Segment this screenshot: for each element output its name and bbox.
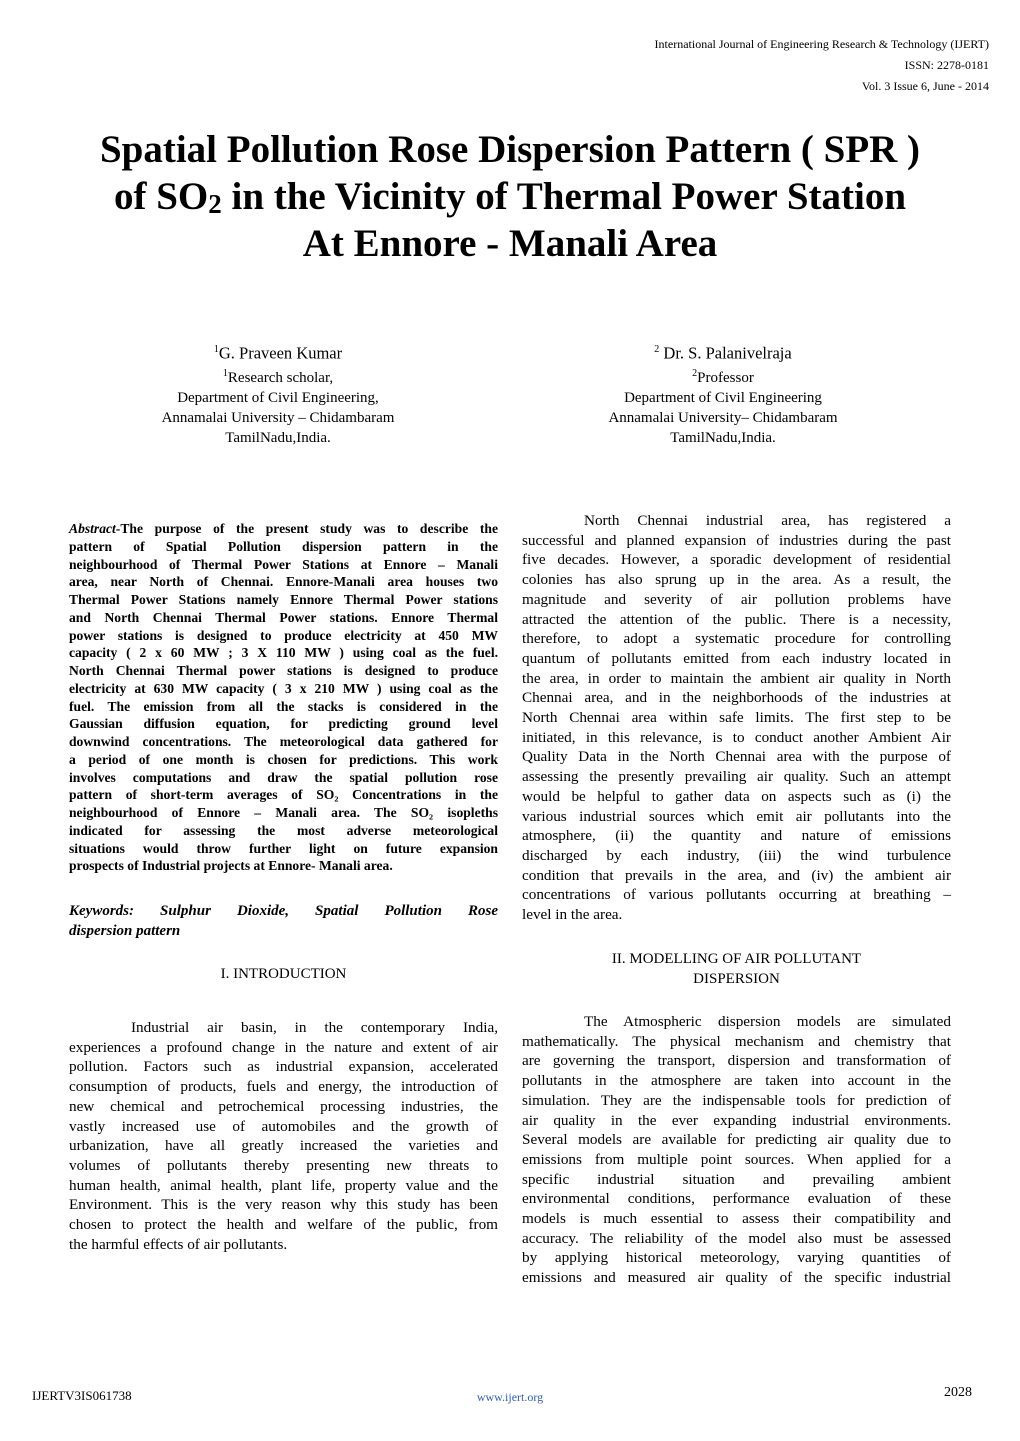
journal-name: International Journal of Engineering Research & Technology (IJERT) bbox=[654, 37, 989, 51]
text-line: pollutants in the atmosphere are taken into account in the bbox=[522, 1072, 951, 1090]
abstract-line bbox=[69, 591, 498, 609]
author-department: Department of Civil Engineering bbox=[624, 389, 822, 406]
title-line: At Ennore - Manali Area bbox=[302, 222, 718, 265]
abstract-text: neighbourhood of Ennore – Manali area. The SO₂ isopleths bbox=[69, 805, 498, 820]
abstract-text: power stations is designed to produce electricity at 450 MW bbox=[69, 627, 498, 643]
section-heading-introduction: I. INTRODUCTION bbox=[220, 966, 347, 982]
keywords-line: Keywords: Sulphur Dioxide, Spatial Pollution Rose bbox=[69, 903, 498, 919]
text-line: five decades. However, a sporadic development of residential bbox=[522, 551, 951, 569]
heading-line: DISPERSION bbox=[693, 971, 780, 987]
abstract-text: neighbourhood of Thermal Power Stations at Ennore – Manali bbox=[69, 556, 498, 572]
abstract-text: pattern of Spatial Pollution dispersion pattern in the bbox=[69, 538, 498, 554]
abstract-line bbox=[69, 520, 498, 538]
text-line: North Chennai industrial area, has registered a bbox=[584, 512, 951, 529]
author-location: TamilNadu,India. bbox=[225, 429, 331, 446]
abstract-text: downwind concentrations. The meteorological data gathered for bbox=[69, 734, 498, 749]
keywords-line: dispersion pattern bbox=[69, 923, 181, 939]
text-line: emissions and measured air quality of the specific industrial bbox=[522, 1269, 951, 1287]
title-text: of SO bbox=[113, 175, 209, 218]
abstract-text: Gaussian diffusion equation, for predicting ground level bbox=[69, 716, 498, 732]
text-line: emissions from multiple point sources. When applied for a bbox=[522, 1150, 951, 1168]
volume-issue: Vol. 3 Issue 6, June - 2014 bbox=[861, 79, 989, 93]
text-line: initiated, in this relevance, is to conduct another Ambient Air bbox=[522, 728, 951, 746]
abstract-text: indicated for assessing the most adverse meteorological bbox=[69, 822, 498, 838]
title-line: Spatial Pollution Rose Dispersion Pattern ( SPR ) bbox=[99, 128, 921, 171]
author-name bbox=[68, 340, 488, 364]
abstract-text: and North Chennai Thermal Power stations. Ennore Thermal bbox=[69, 609, 498, 625]
abstract-line bbox=[69, 538, 498, 556]
affiliation-mark: 1 bbox=[213, 344, 219, 355]
text-line: level in the area. bbox=[522, 906, 623, 924]
text-line: specific industrial situation and prevailing ambient bbox=[522, 1170, 951, 1188]
abstract-line bbox=[69, 822, 498, 840]
abstract-text: electricity at 630 MW capacity ( 3 x 210 MW ) using coal as the bbox=[69, 680, 498, 696]
text-line: therefore, to adopt a systematic procedure for controlling bbox=[522, 630, 951, 648]
text-line: The Atmospheric dispersion models are simulated bbox=[584, 1013, 951, 1030]
text-line: simulation. They are the indispensable tools for prediction of bbox=[522, 1091, 951, 1109]
abstract-line bbox=[69, 715, 498, 733]
text-line: by applying historical meteorology, varying quantities of bbox=[522, 1249, 951, 1267]
abstract-label: Abstract- bbox=[69, 521, 121, 536]
abstract-line bbox=[69, 804, 498, 822]
abstract-line bbox=[69, 733, 498, 751]
text-line: environmental conditions, performance evaluation of these bbox=[522, 1190, 951, 1208]
abstract-text: fuel. The emission from all the stacks is considered in the bbox=[69, 698, 498, 714]
paper-id: IJERTV3IS061738 bbox=[32, 1388, 132, 1403]
abstract-text: prospects of Industrial projects at Ennore- Manali area. bbox=[69, 858, 393, 874]
abstract-line bbox=[69, 751, 498, 769]
footer-center bbox=[0, 1390, 1020, 1405]
abstract-line bbox=[69, 627, 498, 645]
author-role-text: Professor bbox=[697, 369, 754, 386]
text-line: experiences a profound change in the nature and extent of air bbox=[69, 1038, 498, 1056]
author-university: Annamalai University– Chidambaram bbox=[608, 409, 838, 426]
running-header bbox=[655, 34, 989, 97]
author-university: Annamalai University – Chidambaram bbox=[161, 409, 395, 426]
abstract-line bbox=[69, 857, 498, 875]
text-line: assessing the presently prevailing air quality. Such an attempt bbox=[522, 768, 951, 786]
affiliation-mark: 2 bbox=[692, 367, 698, 379]
text-line: pollution. Factors such as industrial expansion, accelerated bbox=[69, 1058, 498, 1076]
section-heading-modelling bbox=[522, 949, 951, 989]
text-line: attracted the attention of the public. There is a necessity, bbox=[522, 610, 951, 628]
heading-line: II. MODELLING OF AIR POLLUTANT bbox=[611, 951, 862, 967]
title-line bbox=[0, 173, 1020, 220]
intro-continued-paragraph bbox=[522, 511, 951, 925]
author-role bbox=[513, 364, 933, 388]
subscript: 2 bbox=[208, 189, 222, 219]
text-line: colonies has also sprung up in the area. As a result, the bbox=[522, 571, 951, 589]
abstract-line bbox=[69, 662, 498, 680]
abstract-text: area, near North of Chennai. Ennore-Manali area houses two bbox=[69, 574, 498, 590]
abstract-text: a period of one month is chosen for predictions. This work bbox=[69, 751, 498, 767]
text-line: Industrial air basin, in the contemporary India, bbox=[131, 1019, 498, 1036]
abstract-line bbox=[69, 556, 498, 574]
text-line: urbanization, have all greatly increased the varieties and bbox=[69, 1137, 498, 1155]
text-line: new chemical and petrochemical processing industries, the bbox=[69, 1097, 498, 1115]
introduction-paragraph bbox=[69, 1018, 498, 1254]
author-department: Department of Civil Engineering, bbox=[177, 389, 379, 406]
abstract-line bbox=[69, 609, 498, 627]
abstract-line bbox=[69, 769, 498, 787]
abstract-text: North Chennai Thermal power stations is designed to produce bbox=[69, 663, 498, 678]
abstract-line bbox=[69, 680, 498, 698]
text-line: models is much essential to assess their compatibility and bbox=[522, 1210, 951, 1228]
text-line: human health, animal health, plant life, property value and the bbox=[69, 1176, 498, 1194]
author-name-text: Dr. S. Palanivelraja bbox=[659, 343, 792, 363]
text-line: Quality Data in the North Chennai area with the purpose of bbox=[522, 748, 951, 766]
text-line: vastly increased use of automobiles and the growth of bbox=[69, 1117, 498, 1135]
abstract-line bbox=[69, 573, 498, 591]
abstract-line bbox=[69, 698, 498, 716]
author-role-text: Research scholar, bbox=[227, 369, 334, 386]
title-text: in the Vicinity of Thermal Power Station bbox=[221, 175, 907, 218]
text-line: North Chennai area within safe limits. The first step to be bbox=[522, 709, 951, 727]
author-role bbox=[68, 364, 488, 388]
text-line: successful and planned expansion of industries during the past bbox=[522, 531, 951, 549]
affiliation-mark: 2 bbox=[654, 344, 660, 355]
text-line: accuracy. The reliability of the model also must be assessed bbox=[522, 1229, 951, 1247]
author-1 bbox=[68, 340, 488, 448]
affiliation-mark: 1 bbox=[222, 367, 228, 379]
text-line: Chennai area, and in the neighborhoods of the industries at bbox=[522, 689, 951, 707]
text-line: consumption of products, fuels and energy, the introduction of bbox=[69, 1078, 498, 1096]
author-name-text: G. Praveen Kumar bbox=[218, 343, 343, 363]
abstract-text: situations would throw further light on future expansion bbox=[69, 840, 498, 856]
page-number: 2028 bbox=[944, 1385, 972, 1400]
website-link[interactable]: www.ijert.org bbox=[476, 1390, 544, 1404]
text-line: discharged by each industry, (iii) the wind turbulence bbox=[522, 846, 951, 864]
abstract-line bbox=[69, 644, 498, 662]
author-name bbox=[513, 340, 933, 364]
abstract-text: Thermal Power Stations namely Ennore Thermal Power stations bbox=[69, 592, 498, 607]
text-line: mathematically. The physical mechanism and chemistry that bbox=[522, 1032, 951, 1050]
text-line: various industrial sources which emit air pollutants into the bbox=[522, 807, 951, 825]
text-line: air quality in the ever expanding industrial environments. bbox=[522, 1111, 951, 1129]
abstract-text: The purpose of the present study was to describe the bbox=[120, 521, 498, 536]
author-2 bbox=[513, 340, 933, 448]
abstract-text: involves computations and draw the spatial pollution rose bbox=[69, 769, 498, 785]
paper-title bbox=[0, 126, 1020, 267]
text-line: the area, in order to maintain the ambient air quality in North bbox=[522, 669, 951, 687]
text-line: atmosphere, (ii) the quantity and nature of emissions bbox=[522, 827, 951, 845]
text-line: would be helpful to gather data on aspects such as (i) the bbox=[522, 787, 951, 805]
text-line: chosen to protect the health and welfare of the public, from bbox=[69, 1216, 498, 1234]
text-line: condition that prevails in the area, and (iv) the ambient air bbox=[522, 866, 951, 884]
abstract-text: capacity ( 2 x 60 MW ; 3 X 110 MW ) using coal as the fuel. bbox=[69, 645, 498, 661]
abstract-text: pattern of short-term averages of SO₂ Concentrations in the bbox=[69, 787, 498, 803]
abstract bbox=[69, 520, 498, 875]
issn: ISSN: 2278-0181 bbox=[904, 58, 989, 72]
abstract-line bbox=[69, 840, 498, 858]
text-line: magnitude and severity of air pollution problems have bbox=[522, 590, 951, 608]
text-line: the harmful effects of air pollutants. bbox=[69, 1235, 288, 1253]
text-line: volumes of pollutants thereby presenting new threats to bbox=[69, 1156, 498, 1174]
abstract-line bbox=[69, 786, 498, 804]
author-location: TamilNadu,India. bbox=[670, 429, 776, 446]
text-line: quantum of pollutants emitted from each industry located in bbox=[522, 649, 951, 667]
keywords bbox=[69, 901, 498, 941]
text-line: Several models are available for predicting air quality due to bbox=[522, 1131, 951, 1149]
text-line: are governing the transport, dispersion and transformation of bbox=[522, 1052, 951, 1070]
text-line: Environment. This is the very reason why this study has been bbox=[69, 1196, 498, 1214]
modelling-paragraph bbox=[522, 1012, 951, 1288]
text-line: concentrations of various pollutants occurring at breathing – bbox=[522, 886, 951, 904]
